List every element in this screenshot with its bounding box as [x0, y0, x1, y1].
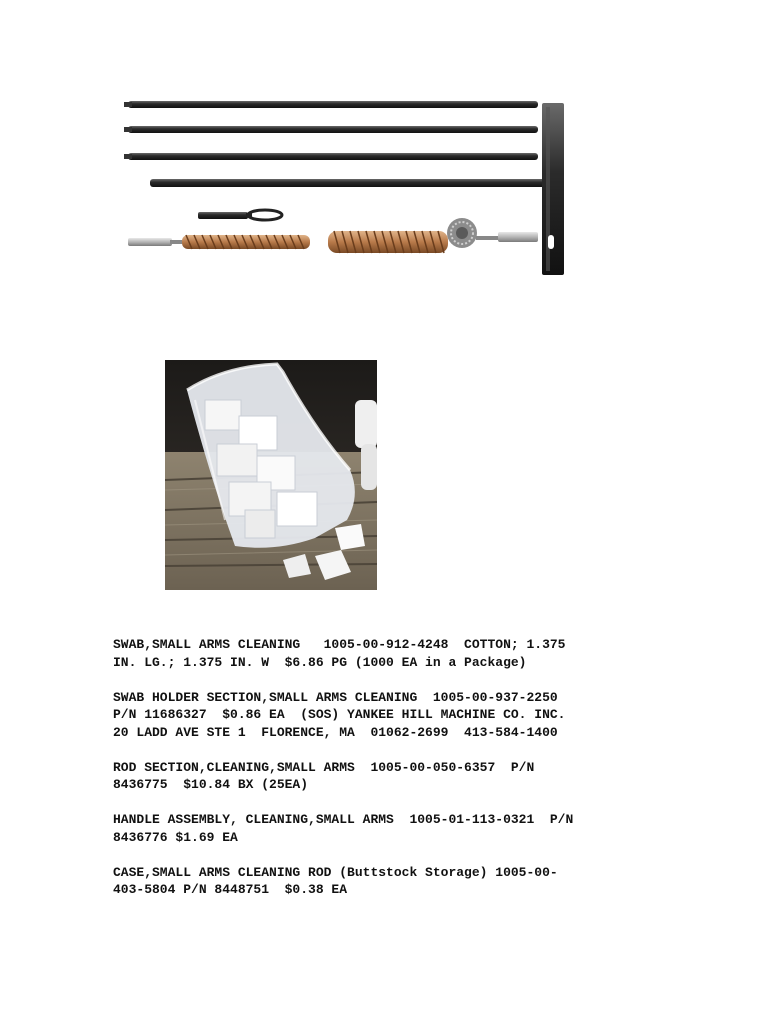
entry-line: HANDLE ASSEMBLY, CLEANING,SMALL ARMS 1005-01-113-0321 P/N	[113, 812, 574, 827]
entry-line: IN. LG.; 1.375 IN. W $6.86 PG (1000 EA in a Package)	[113, 654, 527, 670]
entry-case	[113, 864, 673, 899]
stock-entries	[113, 636, 673, 916]
cotton-swab-bag-photo	[165, 360, 377, 590]
rod-section-3	[124, 153, 538, 160]
bore-brush-large	[328, 218, 538, 253]
entry-handle-assembly	[113, 811, 673, 846]
handle-assembly	[542, 103, 564, 275]
rod-section-2	[124, 126, 538, 133]
bore-brush-small	[128, 235, 310, 249]
rod-section-1	[124, 101, 538, 108]
cleaning-rod-kit-illustration	[120, 95, 580, 285]
entry-line: 20 LADD AVE STE 1 FLORENCE, MA 01062-2699 413-584-1400	[113, 724, 558, 740]
entry-line: P/N 11686327 $0.86 EA (SOS) YANKEE HILL MACHINE CO. INC.	[113, 707, 566, 722]
entry-line: 8436776 $1.69 EA	[113, 829, 238, 845]
entry-line: SWAB,SMALL ARMS CLEANING 1005-00-912-4248 COTTON; 1.375	[113, 637, 566, 652]
entry-rod-section	[113, 759, 673, 794]
entry-line: 8436775 $10.84 BX (25EA)	[113, 777, 309, 792]
entry-swab-holder	[113, 689, 673, 742]
swab-holder-section	[198, 210, 282, 220]
entry-line: CASE,SMALL ARMS CLEANING ROD (Buttstock Storage) 1005-00-	[113, 864, 558, 880]
entry-swab	[113, 636, 673, 671]
entry-line: SWAB HOLDER SECTION,SMALL ARMS CLEANING 1005-00-937-2250	[113, 689, 558, 705]
entry-line: ROD SECTION,CLEANING,SMALL ARMS 1005-00-050-6357 P/N	[113, 759, 535, 775]
entry-line: 403-5804 P/N 8448751 $0.38 EA	[113, 882, 348, 897]
rod-section-4	[150, 179, 550, 187]
